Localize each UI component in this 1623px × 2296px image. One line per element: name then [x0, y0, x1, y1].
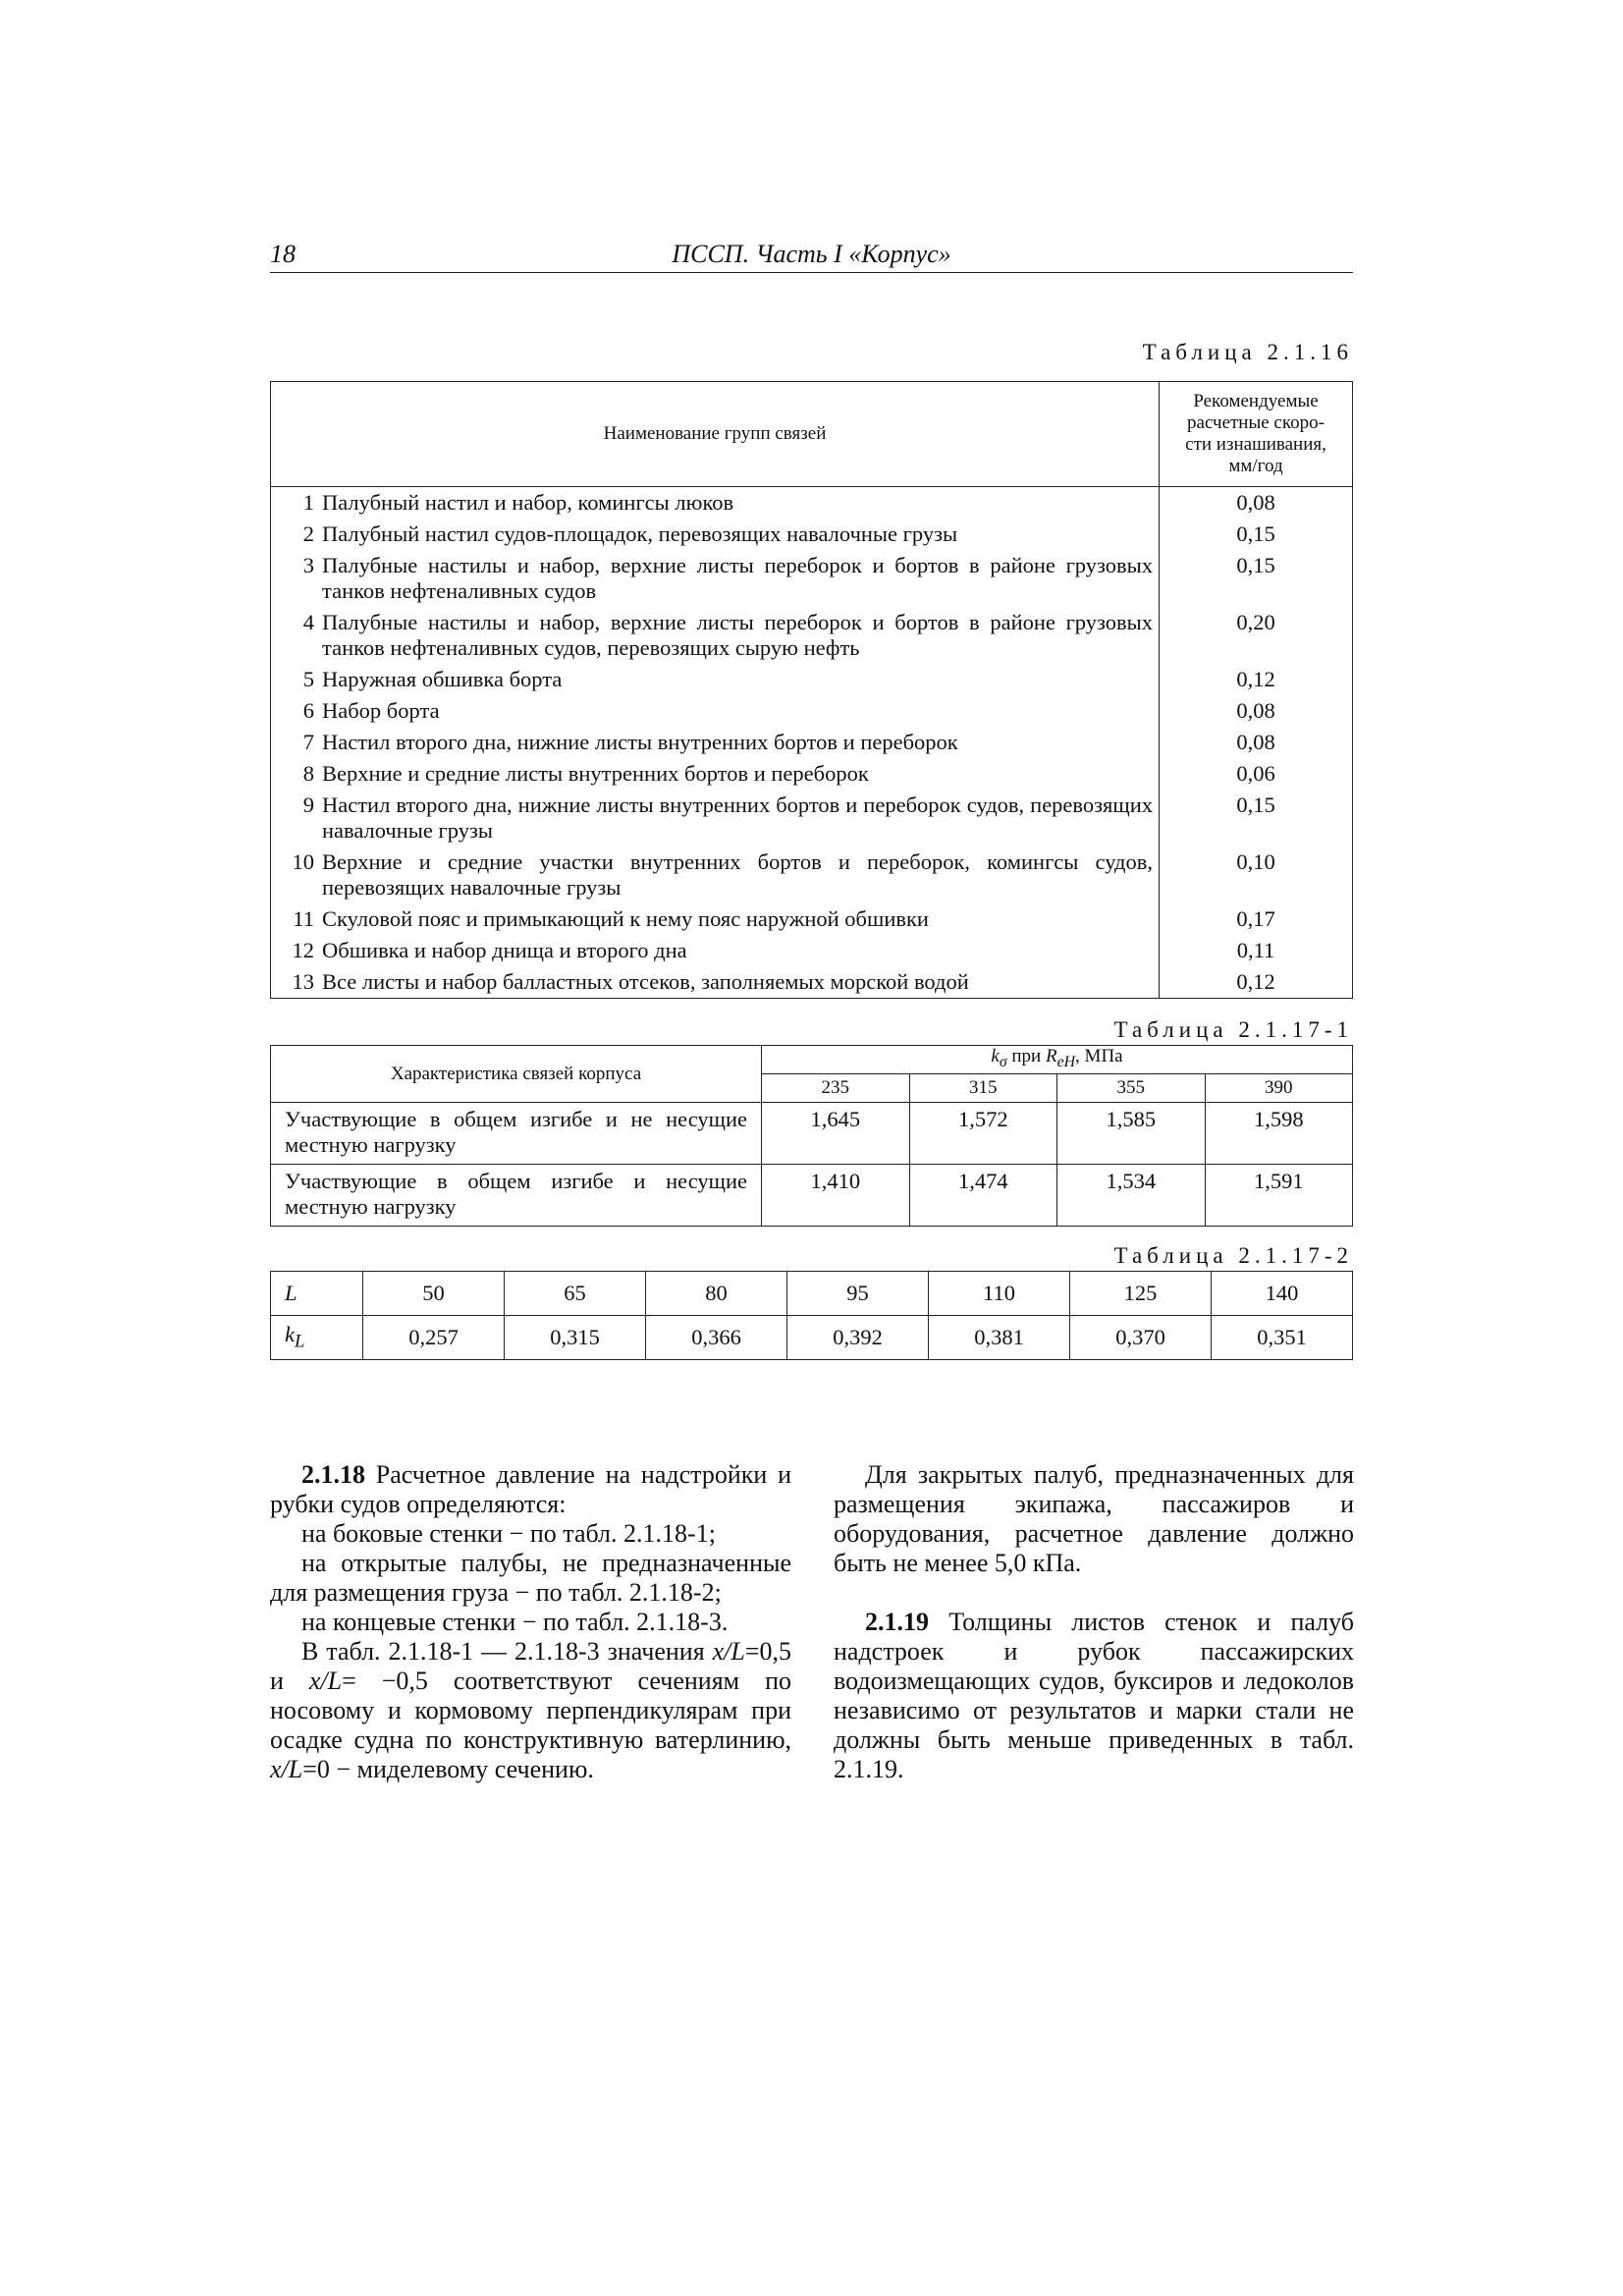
- group-header-k-sigma: $k_\sigma$ при $R_{eH}$, МПа: [762, 1046, 1353, 1074]
- table-row: 6 Набор борта 0,08: [271, 695, 1353, 727]
- table-row: Участвующие в общем изгибе и не несущие местную нагрузку 1,645 1,572 1,585 1,598: [271, 1103, 1353, 1165]
- running-title: ПССП. Часть I «Корпус»: [672, 240, 951, 268]
- table-row: 13 Все листы и набор балластных отсеков, заполняемых морской водой 0,12: [271, 966, 1353, 999]
- table-row: 10 Верхние и средние участки внутренних бортов и переборок, комингсы судов, перевозящих навалочные грузы 0,10: [271, 847, 1353, 903]
- page-number: 18: [270, 240, 296, 268]
- table-row: 9 Настил второго дна, нижние листы внутренних бортов и переборок судов, перевозящих навалочные грузы 0,15: [271, 790, 1353, 847]
- steel-355-header: 355: [1057, 1074, 1206, 1103]
- table-row: 4 Палубные настилы и набор, верхние листы переборок и бортов в районе грузовых танков нефтеналивных судов, перевозящих сырую нефть 0,20: [271, 607, 1353, 664]
- table-row: 1 Палубный настил и набор, комингсы люков 0,08: [271, 487, 1353, 519]
- paragraph-2-1-18-item3: на концевые стенки − по табл. 2.1.18-3.: [301, 1608, 729, 1636]
- table-row-kL: $k_L$ 0,257 0,315 0,366 0,392 0,381 0,370 0,351: [271, 1316, 1353, 1360]
- table-row: 8 Верхние и средние листы внутренних бортов и переборок 0,06: [271, 758, 1353, 790]
- table-2-1-16-caption: Таблица 2.1.16: [1142, 340, 1353, 364]
- table-2-1-16: [270, 381, 1353, 999]
- steel-390-header: 390: [1205, 1074, 1353, 1103]
- table-2-1-17-2-caption: Таблица 2.1.17-2: [1113, 1243, 1353, 1268]
- table-row: 11 Скуловой пояс и примыкающий к нему пояс наружной обшивки 0,17: [271, 903, 1353, 935]
- table-2-1-17-2: [270, 1271, 1353, 1360]
- col-header-name: Наименование групп связей: [271, 382, 1160, 487]
- header-rule: [270, 272, 1353, 273]
- table-row-L: L 50 65 80 95 110 125 140: [271, 1272, 1353, 1316]
- table-2-1-17-1-caption: Таблица 2.1.17-1: [1113, 1017, 1353, 1042]
- paragraph-2-1-18-item1: на боковые стенки − по табл. 2.1.18-1;: [301, 1519, 716, 1548]
- paragraph-2-1-18-intro: 2.1.18 Расчетное давление на надстройки и рубки судов определяются:: [270, 1460, 791, 1518]
- paragraph-2-1-18-xl: В табл. 2.1.18-1 — 2.1.18-3 значения x/L=0,5 и x/L= −0,5 соответствуют сечениям по носовому и кормовому перпендикулярам при осадке судна по конструктивную ватерлинию, x/L=0 − миделевому сечению.: [270, 1637, 791, 1783]
- table-row: 12 Обшивка и набор днища и второго дна 0,11: [271, 935, 1353, 966]
- table-row: 5 Наружная обшивка борта 0,12: [271, 664, 1353, 695]
- paragraph-closed-decks: Для закрытых палуб, предназначенных для размещения экипажа, пассажиров и оборудования, расчетное давление должно быть не менее 5,0 кПа.: [834, 1460, 1354, 1577]
- col-header-value: Рекомендуемые расчетные скоро- сти изнашивания, мм/год: [1160, 382, 1353, 487]
- table-row: 2 Палубный настил судов-площадок, перевозящих навалочные грузы 0,15: [271, 519, 1353, 550]
- steel-235-header: 235: [762, 1074, 910, 1103]
- steel-315-header: 315: [909, 1074, 1057, 1103]
- table-row: 7 Настил второго дна, нижние листы внутренних бортов и переборок 0,08: [271, 727, 1353, 758]
- text-column-left: [270, 1460, 791, 1784]
- paragraph-2-1-18-item2: на открытые палубы, не предназначенные для размещения груза − по табл. 2.1.18-2;: [270, 1549, 791, 1607]
- paragraph-2-1-19: 2.1.19 Толщины листов стенок и палуб надстроек и рубок пассажирских водоизмещающих судов, буксиров и ледоколов независимо от результатов и марки стали не должны быть меньше приведенных в табл. 2.1.19.: [834, 1608, 1354, 1783]
- text-column-right: [834, 1460, 1354, 1784]
- table-row: Участвующие в общем изгибе и несущие местную нагрузку 1,410 1,474 1,534 1,591: [271, 1165, 1353, 1227]
- col-header-label: Характеристика связей корпуса: [271, 1046, 762, 1103]
- table-row: 3 Палубные настилы и набор, верхние листы переборок и бортов в районе грузовых танков нефтеналивных судов 0,15: [271, 550, 1353, 607]
- table-2-1-17-1: [270, 1045, 1353, 1227]
